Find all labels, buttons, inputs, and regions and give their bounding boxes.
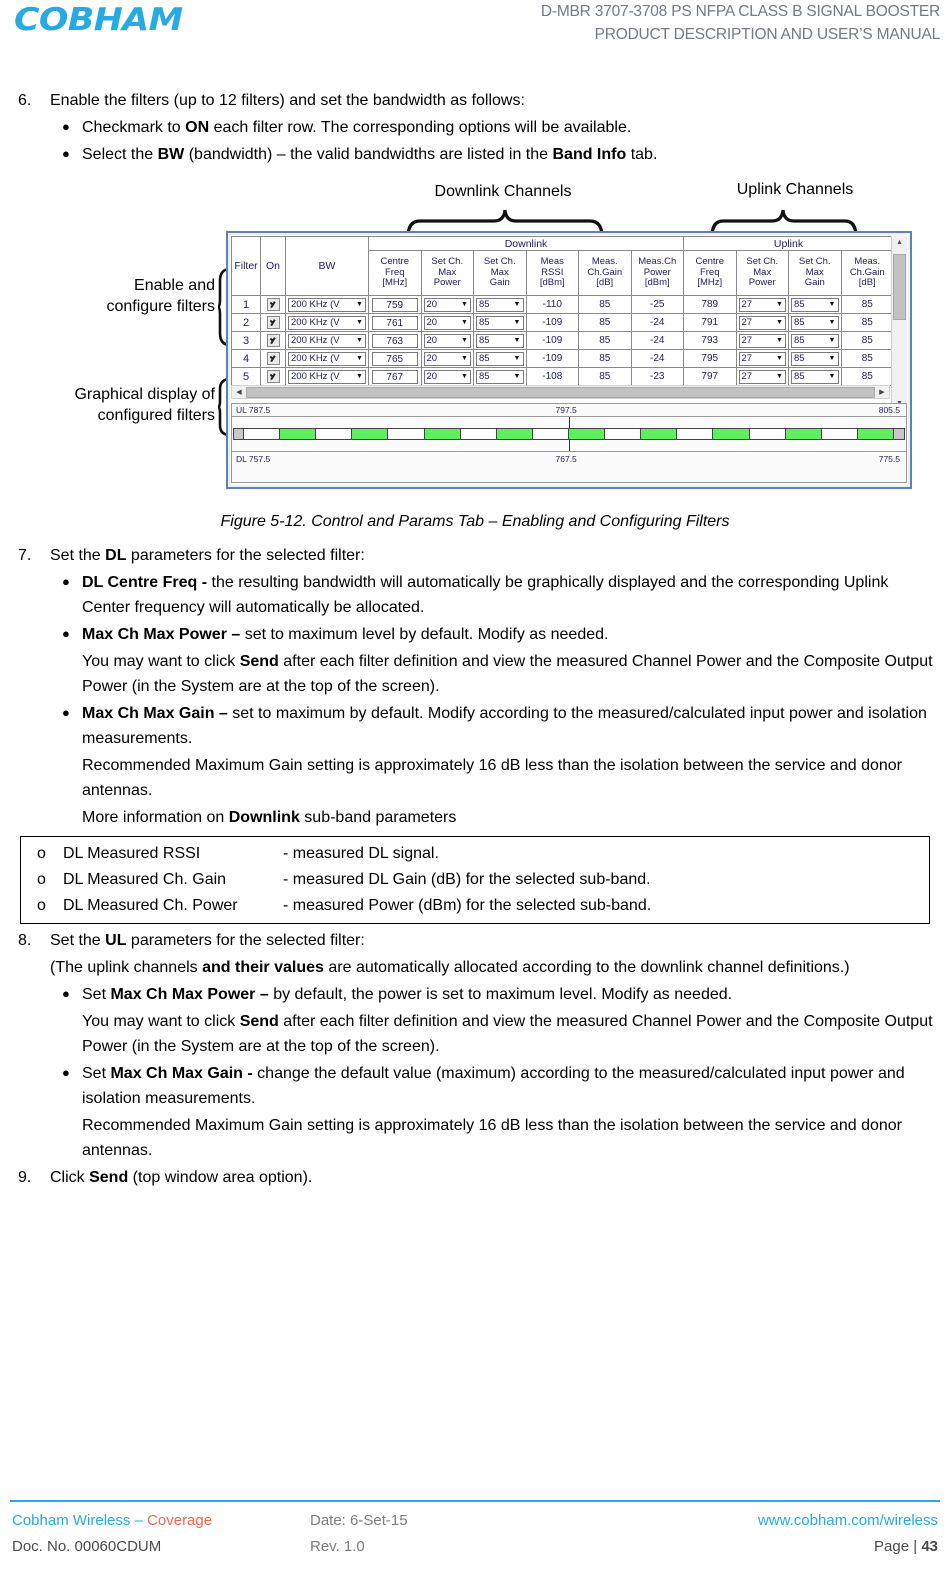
filter-segment-active[interactable] <box>280 429 316 439</box>
row-1-on-checkbox[interactable] <box>261 296 286 314</box>
row-4-bw-select[interactable] <box>286 350 369 368</box>
filter-segment-active[interactable] <box>641 429 677 439</box>
chevron-down-icon[interactable]: ▼ <box>356 373 363 380</box>
ul-max-gain-combobox[interactable]: 85 ▼ <box>791 298 839 312</box>
control-params-screenshot <box>226 231 912 489</box>
downlink-parameters-box <box>20 836 930 924</box>
more-info-pre: More information on <box>82 809 229 826</box>
chevron-down-icon[interactable]: ▼ <box>513 301 521 308</box>
step-7-note-1 <box>10 649 940 699</box>
footer-row-2 <box>10 1534 940 1560</box>
row-3-dl-meas-rssi: -109 <box>526 332 579 350</box>
scroll-right-arrow-icon[interactable]: ▶ <box>879 389 885 396</box>
filter-segment-inactive[interactable] <box>316 429 352 439</box>
step-7-bullet-1 <box>10 570 940 620</box>
step-7-post: parameters for the selected filter: <box>126 547 365 564</box>
bullet-2-bold: Max Ch Max Power – <box>82 626 245 643</box>
row-5-dl-meas-ch-gain: 85 <box>579 368 632 386</box>
col-header-ul-meas-ch-gain: Meas. Ch.Gain [dB] <box>841 251 894 296</box>
dl-freq-left: DL 757.5 <box>236 454 271 464</box>
row-1-ul-max-gain[interactable] <box>789 296 842 314</box>
ul-max-power-combobox[interactable]: 27 ▼ <box>739 370 787 384</box>
chevron-down-icon[interactable]: ▼ <box>356 319 363 326</box>
bullet-icon: ● <box>62 986 70 1001</box>
dl-freq-center: 767.5 <box>555 454 577 464</box>
row-5-dl-max-gain[interactable] <box>474 368 527 386</box>
row-3-dl-centre-freq[interactable]: 763 <box>369 332 422 350</box>
paren-post: are automatically allocated according to the downlink channel definitions.) <box>323 959 850 976</box>
page-header <box>0 0 950 52</box>
chevron-down-icon[interactable]: ▼ <box>776 337 783 344</box>
bullet-2-bold2: Band Info <box>552 146 627 163</box>
chevron-down-icon[interactable]: ▼ <box>513 355 521 362</box>
row-2-ul-meas-ch-gain: 85 <box>841 314 894 332</box>
footer-date: Date: 6-Set-15 <box>310 1512 408 1529</box>
uplink-scale-labels <box>232 404 906 416</box>
chevron-down-icon[interactable]: ▼ <box>461 301 468 308</box>
row-1-ul-centre-freq: 789 <box>684 296 737 314</box>
filter-segment-active[interactable] <box>713 429 749 439</box>
step-6-text: Enable the filters (up to 12 filters) and set the bandwidth as follows: <box>50 92 525 109</box>
ul-freq-left: UL 787.5 <box>236 405 271 415</box>
o-desc: - measured DL signal. <box>283 845 439 862</box>
filter-segment-active[interactable] <box>786 429 822 439</box>
row-2-dl-meas-ch-gain: 85 <box>579 314 632 332</box>
chevron-down-icon[interactable]: ▼ <box>461 373 468 380</box>
scrollbar-thumb[interactable] <box>246 387 875 398</box>
dl-freq-right: 775.5 <box>878 454 900 464</box>
chevron-down-icon[interactable]: ▼ <box>461 337 468 344</box>
row-4-filter-number: 4 <box>232 350 261 368</box>
bullet-2-bold: Max Ch Max Gain - <box>110 1065 258 1082</box>
step-8 <box>10 928 940 953</box>
col-header-dl-meas-ch-gain: Meas. Ch.Gain [dB] <box>579 251 632 296</box>
row-2-dl-centre-freq[interactable]: 761 <box>369 314 422 332</box>
table-horizontal-scrollbar[interactable] <box>231 385 890 399</box>
row-4-ul-max-power[interactable] <box>736 350 789 368</box>
filter-segment-inactive[interactable] <box>388 429 424 439</box>
filter-segment-active[interactable] <box>425 429 461 439</box>
checkbox-checked-icon[interactable] <box>267 334 280 347</box>
bullet-icon: ● <box>62 119 70 134</box>
chevron-down-icon[interactable]: ▼ <box>776 355 783 362</box>
step-7-bullet-3 <box>10 701 940 751</box>
step-9-post: (top window area option). <box>128 1169 313 1186</box>
figure-caption: Figure 5-12. Control and Params Tab – Enabling and Configuring Filters <box>220 513 730 530</box>
filter-segment-inactive[interactable] <box>677 429 713 439</box>
header-title-line2: PRODUCT DESCRIPTION AND USER’S MANUAL <box>594 26 940 43</box>
ul-max-gain-combobox[interactable]: 85 ▼ <box>791 334 839 348</box>
note-1-bold: Send <box>239 653 279 670</box>
filter-segment-inactive[interactable] <box>244 429 280 439</box>
filter-band-graphic[interactable] <box>232 416 906 452</box>
table-row[interactable] <box>232 368 894 386</box>
footer-company: Cobham Wireless – Coverage <box>12 1512 213 1529</box>
row-2-ul-max-power[interactable] <box>736 314 789 332</box>
scroll-up-arrow-icon[interactable]: ▲ <box>892 236 907 250</box>
more-info-post: sub-band parameters <box>299 809 457 826</box>
step-8-paren-note <box>10 955 940 980</box>
chevron-down-icon[interactable]: ▼ <box>461 355 468 362</box>
step-7-pre: Set the <box>50 547 106 564</box>
row-5-ul-max-gain[interactable] <box>789 368 842 386</box>
chevron-down-icon[interactable]: ▼ <box>513 319 521 326</box>
bullet-icon: ● <box>62 1065 70 1080</box>
col-header-dl-meas-rssi: Meas RSSI [dBm] <box>526 251 579 296</box>
footer-row-1 <box>10 1508 940 1534</box>
bullet-3-bold: Max Ch Max Gain – <box>82 705 233 722</box>
row-2-dl-meas-ch-power: -24 <box>631 314 684 332</box>
ul-max-power-combobox[interactable]: 27 ▼ <box>739 352 787 366</box>
page-content <box>0 88 950 1190</box>
chevron-down-icon[interactable]: ▼ <box>356 337 363 344</box>
o-marker: o <box>37 897 46 914</box>
row-1-bw-select[interactable] <box>286 296 369 314</box>
footer-divider <box>10 1500 940 1502</box>
filter-segment-active[interactable] <box>497 429 533 439</box>
bullet-2-post: tab. <box>626 146 658 163</box>
filter-segments-track[interactable] <box>233 428 905 440</box>
row-4-dl-max-gain[interactable] <box>474 350 527 368</box>
step-7-bold: DL <box>105 547 127 564</box>
cobham-logo: COBHAM <box>14 2 183 38</box>
step-8-bullet-2 <box>10 1061 940 1111</box>
row-4-on-checkbox[interactable] <box>261 350 286 368</box>
step-8-note-2: Recommended Maximum Gain setting is approximately 16 dB less than the isolation between the service and donor antennas. <box>82 1117 902 1159</box>
row-4-ul-meas-ch-gain: 85 <box>841 350 894 368</box>
step-9-number: 9. <box>18 1169 32 1186</box>
table-row[interactable] <box>232 314 894 332</box>
step-8-post: parameters for the selected filter: <box>126 932 365 949</box>
bullet-2-bold: BW <box>157 146 185 163</box>
row-3-bw-select[interactable] <box>286 332 369 350</box>
chevron-down-icon[interactable]: ▼ <box>356 355 363 362</box>
row-1-dl-centre-freq[interactable]: 759 <box>369 296 422 314</box>
bullet-1-bold: Max Ch Max Power – <box>110 986 274 1003</box>
chevron-down-icon[interactable]: ▼ <box>513 337 521 344</box>
row-5-ul-max-power[interactable] <box>736 368 789 386</box>
bullet-1-post: each filter row. The corresponding options will be available. <box>209 119 632 136</box>
col-header-dl-meas-ch-power: Meas.Ch Power [dBm] <box>631 251 684 296</box>
annotation-downlink-channels: Downlink Channels <box>434 183 572 200</box>
note-1-bold: Send <box>239 1013 279 1030</box>
dl-max-gain-combobox[interactable]: 85 ▼ <box>476 334 524 348</box>
bullet-2-mid: (bandwidth) – the valid bandwidths are listed in the <box>184 146 553 163</box>
row-5-on-checkbox[interactable] <box>261 368 286 386</box>
chevron-down-icon[interactable]: ▼ <box>828 301 836 308</box>
checkbox-checked-icon[interactable] <box>267 316 280 329</box>
row-4-dl-max-power[interactable] <box>421 350 474 368</box>
row-5-dl-meas-ch-power: -23 <box>631 368 684 386</box>
bw-combobox[interactable]: 200 KHz (V ▼ <box>288 316 366 330</box>
downlink-scale-labels <box>232 453 906 465</box>
bullet-2-pre: Select the <box>82 146 158 163</box>
bullet-1-bold: ON <box>185 119 210 136</box>
col-header-on: On <box>261 237 286 296</box>
bullet-1-text: the resulting bandwidth will automatically be graphically displayed and the corresponding Uplink Center frequency will automatically be allocated. <box>82 574 889 616</box>
row-2-filter-number: 2 <box>232 314 261 332</box>
filter-segment-inactive[interactable] <box>822 429 858 439</box>
col-header-ul-centre-freq: Centre Freq [MHz] <box>684 251 737 296</box>
row-1-dl-meas-ch-power: -25 <box>631 296 684 314</box>
row-5-dl-max-power[interactable] <box>421 368 474 386</box>
ul-max-power-combobox[interactable]: 27 ▼ <box>739 316 787 330</box>
row-5-dl-centre-freq[interactable]: 767 <box>369 368 422 386</box>
row-3-filter-number: 3 <box>232 332 261 350</box>
row-1-dl-meas-rssi: -110 <box>526 296 579 314</box>
row-2-ul-max-gain[interactable] <box>789 314 842 332</box>
chevron-down-icon[interactable]: ▼ <box>513 373 521 380</box>
filter-segment-inactive[interactable] <box>605 429 641 439</box>
chevron-down-icon[interactable]: ▼ <box>776 373 783 380</box>
row-2-dl-meas-rssi: -109 <box>526 314 579 332</box>
row-5-filter-number: 5 <box>232 368 261 386</box>
step-8-pre: Set the <box>50 932 106 949</box>
chevron-down-icon[interactable]: ▼ <box>776 319 783 326</box>
row-1-ul-meas-ch-gain: 85 <box>841 296 894 314</box>
row-4-ul-centre-freq: 795 <box>684 350 737 368</box>
row-5-ul-centre-freq: 797 <box>684 368 737 386</box>
scroll-left-arrow-icon[interactable]: ◀ <box>236 389 242 396</box>
row-4-ul-max-gain[interactable] <box>789 350 842 368</box>
filter-segment-active[interactable] <box>858 429 894 439</box>
header-title-block <box>541 0 940 46</box>
step-7-more-info <box>10 805 940 830</box>
step-7 <box>10 543 940 568</box>
obox-row <box>21 867 929 893</box>
dl-max-power-combobox[interactable]: 20 ▼ <box>424 334 472 348</box>
row-3-on-checkbox[interactable] <box>261 332 286 350</box>
dl-max-gain-combobox[interactable]: 85 ▼ <box>476 370 524 384</box>
filter-segment-edge <box>894 429 904 439</box>
chevron-down-icon[interactable]: ▼ <box>461 319 468 326</box>
row-5-ul-meas-ch-gain: 85 <box>841 368 894 386</box>
o-desc: - measured DL Gain (dB) for the selected sub-band. <box>283 871 651 888</box>
page-footer <box>10 1500 940 1560</box>
step-6-bullet-1 <box>10 115 940 140</box>
filters-table <box>231 236 894 386</box>
col-header-dl-centre-freq: Centre Freq [MHz] <box>369 251 422 296</box>
o-term: DL Measured Ch. Gain <box>63 871 227 888</box>
filter-segment-inactive[interactable] <box>461 429 497 439</box>
paren-pre: (The uplink channels <box>50 959 203 976</box>
chevron-down-icon[interactable]: ▼ <box>776 301 783 308</box>
ul-max-gain-combobox[interactable]: 85 ▼ <box>791 316 839 330</box>
spectrum-graphical-display <box>231 403 907 483</box>
filter-segment-active[interactable] <box>569 429 605 439</box>
screenshot-inner <box>230 235 908 485</box>
group-header-uplink: Uplink <box>684 237 894 251</box>
bullet-icon: ● <box>62 705 70 720</box>
chevron-down-icon[interactable]: ▼ <box>828 355 836 362</box>
note-1-post: after each filter definition and view the measured Channel Power and the Composite Output Power (in the System are at the top of the screen). <box>82 653 933 695</box>
row-1-ul-max-power[interactable] <box>736 296 789 314</box>
row-2-bw-select[interactable] <box>286 314 369 332</box>
step-9 <box>10 1165 940 1190</box>
bw-combobox[interactable]: 200 KHz (V ▼ <box>288 334 366 348</box>
row-1-dl-meas-ch-gain: 85 <box>579 296 632 314</box>
footer-website-link[interactable]: www.cobham.com/wireless <box>757 1512 938 1529</box>
o-term: DL Measured Ch. Power <box>63 897 238 914</box>
header-title-line1: D-MBR 3707-3708 PS NFPA CLASS B SIGNAL BOOSTER <box>540 3 940 20</box>
step-6-bullet-2 <box>10 142 940 167</box>
step-6-number: 6. <box>18 92 32 109</box>
bw-combobox[interactable]: 200 KHz (V ▼ <box>288 370 366 384</box>
obox-row <box>21 893 929 919</box>
step-9-pre: Click <box>50 1169 90 1186</box>
step-8-note-1 <box>10 1009 940 1059</box>
table-group-header-row <box>232 237 894 251</box>
filter-segment-active[interactable] <box>352 429 388 439</box>
o-term: DL Measured RSSI <box>63 845 201 862</box>
bw-combobox[interactable]: 200 KHz (V ▼ <box>288 352 366 366</box>
bullet-1-text: by default, the power is set to maximum level. Modify as needed. <box>273 986 733 1003</box>
footer-doc-number: Doc. No. 00060CDUM <box>12 1538 162 1555</box>
footer-revision: Rev. 1.0 <box>310 1538 365 1555</box>
bullet-2-pre: Set <box>82 1065 111 1082</box>
table-vertical-scrollbar[interactable] <box>891 236 907 411</box>
bullet-2-text: set to maximum level by default. Modify as needed. <box>244 626 609 643</box>
more-info-bold: Downlink <box>228 809 300 826</box>
annotation-enable-configure-filters: Enable and configure filters <box>106 277 215 315</box>
group-header-downlink: Downlink <box>369 237 684 251</box>
table-row[interactable] <box>232 332 894 350</box>
annotation-uplink-channels: Uplink Channels <box>736 181 854 198</box>
note-1-pre: You may want to click <box>82 653 240 670</box>
row-4-dl-meas-ch-gain: 85 <box>579 350 632 368</box>
col-header-ul-set-max-gain: Set Ch. Max Gain <box>789 251 842 296</box>
row-4-dl-meas-ch-power: -24 <box>631 350 684 368</box>
step-6 <box>10 88 940 113</box>
col-header-dl-set-max-gain: Set Ch. Max Gain <box>474 251 527 296</box>
row-3-dl-max-gain[interactable] <box>474 332 527 350</box>
note-1-post: after each filter definition and view the measured Channel Power and the Composite Output Power (in the System are at the top of the screen). <box>82 1013 933 1055</box>
bullet-1-pre: Set <box>82 986 111 1003</box>
row-3-dl-meas-ch-power: -24 <box>631 332 684 350</box>
chevron-down-icon[interactable]: ▼ <box>828 337 836 344</box>
dl-max-power-combobox[interactable]: 20 ▼ <box>424 370 472 384</box>
row-2-dl-max-power[interactable] <box>421 314 474 332</box>
dl-max-power-combobox[interactable]: 20 ▼ <box>424 316 472 330</box>
figure-5-12 <box>10 179 940 509</box>
dl-max-gain-combobox[interactable]: 85 ▼ <box>476 352 524 366</box>
chevron-down-icon[interactable]: ▼ <box>828 373 836 380</box>
ul-max-gain-combobox[interactable]: 85 ▼ <box>791 352 839 366</box>
obox-row <box>21 841 929 867</box>
row-1-dl-max-gain[interactable] <box>474 296 527 314</box>
row-4-dl-meas-rssi: -109 <box>526 350 579 368</box>
row-3-ul-max-power[interactable] <box>736 332 789 350</box>
row-3-dl-max-power[interactable] <box>421 332 474 350</box>
o-marker: o <box>37 845 46 862</box>
ul-max-gain-combobox[interactable]: 85 ▼ <box>791 370 839 384</box>
filter-segment-edge <box>234 429 244 439</box>
ul-freq-right: 805.5 <box>878 405 900 415</box>
bullet-3-text: set to maximum by default. Modify according to the measured/calculated input power and isolation measurements. <box>82 705 927 747</box>
bullet-icon: ● <box>62 574 70 589</box>
col-header-ul-set-max-power: Set Ch. Max Power <box>736 251 789 296</box>
step-9-bold: Send <box>89 1169 129 1186</box>
o-desc: - measured Power (dBm) for the selected sub-band. <box>283 897 652 914</box>
note-1-pre: You may want to click <box>82 1013 240 1030</box>
row-2-ul-centre-freq: 791 <box>684 314 737 332</box>
o-marker: o <box>37 871 46 888</box>
row-2-dl-max-gain[interactable] <box>474 314 527 332</box>
col-header-dl-set-max-power: Set Ch. Max Power <box>421 251 474 296</box>
annotation-graphical-display: Graphical display of configured filters <box>74 386 215 424</box>
col-header-bw: BW <box>286 237 369 296</box>
step-8-bold: UL <box>105 932 127 949</box>
chevron-down-icon[interactable]: ▼ <box>356 301 363 308</box>
row-3-ul-max-gain[interactable] <box>789 332 842 350</box>
filter-segment-inactive[interactable] <box>750 429 786 439</box>
row-3-ul-meas-ch-gain: 85 <box>841 332 894 350</box>
checkbox-checked-icon[interactable] <box>267 298 280 311</box>
row-2-on-checkbox[interactable] <box>261 314 286 332</box>
step-7-note-2: Recommended Maximum Gain setting is approximately 16 dB less than the isolation between the service and donor antennas. <box>82 757 902 799</box>
row-5-bw-select[interactable] <box>286 368 369 386</box>
col-header-filter: Filter <box>232 237 261 296</box>
scrollbar-thumb[interactable] <box>893 254 906 320</box>
bullet-2-text: change the default value (maximum) according to the measured/calculated input power and isolation measurements. <box>82 1065 905 1107</box>
bullet-1-bold: DL Centre Freq - <box>82 574 212 591</box>
row-4-dl-centre-freq[interactable]: 765 <box>369 350 422 368</box>
table-row[interactable] <box>232 296 894 314</box>
row-1-dl-max-power[interactable] <box>421 296 474 314</box>
row-3-dl-meas-ch-gain: 85 <box>579 332 632 350</box>
dl-max-gain-combobox[interactable]: 85 ▼ <box>476 298 524 312</box>
dl-max-power-combobox[interactable]: 20 ▼ <box>424 352 472 366</box>
dl-max-power-combobox[interactable]: 20 ▼ <box>424 298 472 312</box>
bullet-icon: ● <box>62 626 70 641</box>
step-7-number: 7. <box>18 547 32 564</box>
ul-max-power-combobox[interactable]: 27 ▼ <box>739 334 787 348</box>
step-8-number: 8. <box>18 932 32 949</box>
row-3-ul-centre-freq: 793 <box>684 332 737 350</box>
step-7-bullet-2 <box>10 622 940 647</box>
bullet-1-pre: Checkmark to <box>82 119 186 136</box>
footer-page-number: Page | 43 <box>874 1538 938 1555</box>
paren-bold: and their values <box>202 959 324 976</box>
dl-max-gain-combobox[interactable]: 85 ▼ <box>476 316 524 330</box>
row-5-dl-meas-rssi: -108 <box>526 368 579 386</box>
ul-freq-center: 797.5 <box>555 405 577 415</box>
ul-max-power-combobox[interactable]: 27 ▼ <box>739 298 787 312</box>
chevron-down-icon[interactable]: ▼ <box>828 319 836 326</box>
checkbox-checked-icon[interactable] <box>267 352 280 365</box>
step-8-bullet-1 <box>10 982 940 1007</box>
table-row[interactable] <box>232 350 894 368</box>
checkbox-checked-icon[interactable] <box>267 370 280 383</box>
row-1-filter-number: 1 <box>232 296 261 314</box>
bullet-icon: ● <box>62 146 70 161</box>
bw-combobox[interactable]: 200 KHz (V ▼ <box>288 298 366 312</box>
filter-segment-inactive[interactable] <box>533 429 569 439</box>
